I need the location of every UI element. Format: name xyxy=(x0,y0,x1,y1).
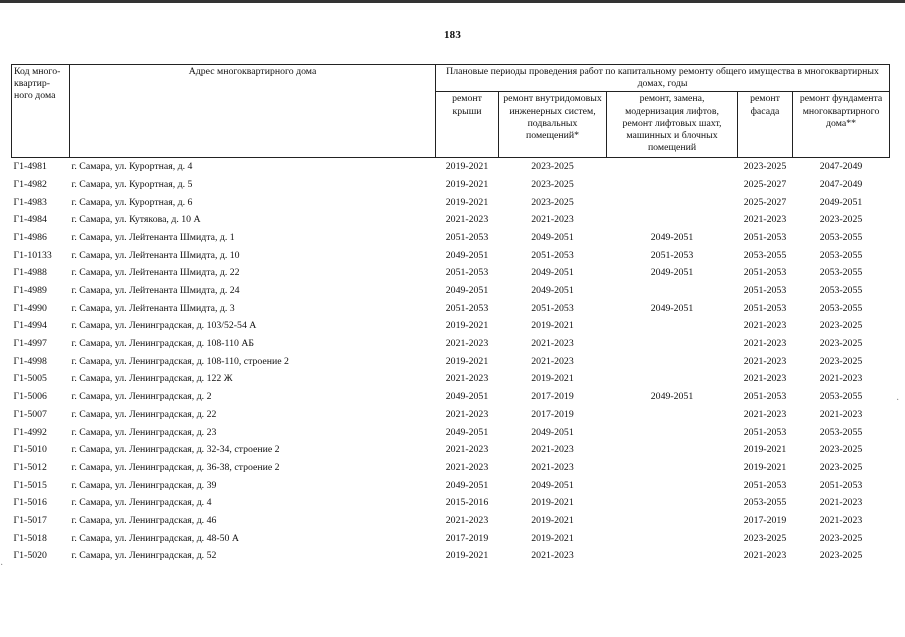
cell-code: Г1-5020 xyxy=(13,550,47,562)
cell-facade: 2021-2023 xyxy=(743,550,787,562)
cell-roof: 2021-2023 xyxy=(445,338,489,350)
cell-address: г. Самара, ул. Ленинградская, д. 22 xyxy=(71,408,217,420)
table-row xyxy=(12,335,890,353)
cell-address: г. Самара, ул. Лейтенанта Шмидта, д. 24 xyxy=(71,285,240,296)
cell-address: г. Самара, ул. Ленинградская, д. 23 xyxy=(71,426,217,438)
table-row xyxy=(12,247,890,265)
cell-elevators xyxy=(607,406,738,424)
cell-engineering: 2019-2021 xyxy=(531,532,574,544)
cell-roof: 2051-2053 xyxy=(445,231,489,243)
cell-elevators xyxy=(607,477,738,495)
header-facade: ремонт фасада xyxy=(738,92,793,158)
cell-foundation: 2023-2025 xyxy=(819,338,863,350)
cell-address: г. Самара, ул. Ленинградская, д. 36-38, строение 2 xyxy=(71,461,280,473)
cell-facade: 2021-2023 xyxy=(743,355,787,367)
scan-artifact-right: · xyxy=(896,395,900,406)
cell-roof: 2049-2051 xyxy=(445,479,489,491)
cell-address: г. Самара, ул. Ленинградская, д. 39 xyxy=(71,479,217,491)
cell-address: г. Самара, ул. Кутякова, д. 10 А xyxy=(71,214,201,226)
cell-foundation: 2021-2023 xyxy=(819,408,863,420)
cell-address: г. Самара, ул. Ленинградская, д. 52 xyxy=(71,550,217,562)
cell-roof: 2015-2016 xyxy=(445,497,489,509)
cell-facade: 2053-2055 xyxy=(743,497,787,509)
cell-address: г. Самара, ул. Ленинградская, д. 48-50 А xyxy=(71,532,239,544)
cell-facade: 2023-2025 xyxy=(743,532,787,544)
table-row xyxy=(12,477,890,495)
cell-engineering: 2017-2019 xyxy=(531,408,574,420)
cell-code: Г1-5017 xyxy=(13,514,47,526)
cell-foundation: 2053-2055 xyxy=(819,302,863,314)
cell-roof: 2051-2053 xyxy=(445,267,489,279)
cell-foundation: 2049-2051 xyxy=(819,196,863,208)
cell-roof: 2051-2053 xyxy=(445,302,489,314)
cell-engineering: 2017-2019 xyxy=(531,391,574,403)
table-row xyxy=(12,353,890,371)
cell-roof: 2021-2023 xyxy=(445,444,489,456)
cell-address: г. Самара, ул. Ленинградская, д. 4 xyxy=(71,497,212,509)
top-border-rule xyxy=(0,0,905,3)
table-row xyxy=(12,300,890,318)
cell-roof: 2019-2021 xyxy=(445,196,489,208)
cell-elevators: 2051-2053 xyxy=(650,249,694,261)
cell-address: г. Самара, ул. Ленинградская, д. 46 xyxy=(71,514,217,526)
capital-repair-schedule-table xyxy=(11,64,890,565)
cell-elevators xyxy=(607,335,738,353)
cell-facade: 2051-2053 xyxy=(743,285,787,296)
table-body xyxy=(12,158,890,565)
cell-code: Г1-4998 xyxy=(13,355,47,367)
cell-engineering: 2019-2021 xyxy=(531,373,574,385)
cell-address: г. Самара, ул. Ленинградская, д. 2 xyxy=(71,391,212,403)
cell-code: Г1-4990 xyxy=(13,302,47,314)
cell-engineering: 2049-2051 xyxy=(531,479,574,491)
table-row xyxy=(12,459,890,477)
cell-code: Г1-4989 xyxy=(13,285,47,296)
cell-foundation: 2023-2025 xyxy=(819,214,863,226)
cell-foundation: 2053-2055 xyxy=(819,249,863,261)
cell-roof: 2017-2019 xyxy=(445,532,489,544)
cell-facade: 2021-2023 xyxy=(743,320,787,332)
cell-facade: 2053-2055 xyxy=(743,249,787,261)
cell-facade: 2019-2021 xyxy=(743,461,787,473)
cell-foundation: 2053-2055 xyxy=(819,391,863,403)
cell-elevators xyxy=(607,512,738,530)
cell-facade: 2021-2023 xyxy=(743,338,787,350)
cell-foundation: 2023-2025 xyxy=(819,444,863,456)
cell-facade: 2051-2053 xyxy=(743,302,787,314)
cell-elevators xyxy=(607,371,738,389)
cell-code: Г1-4997 xyxy=(13,338,47,350)
table-row xyxy=(12,158,890,176)
cell-engineering: 2021-2023 xyxy=(531,550,574,562)
cell-roof: 2021-2023 xyxy=(445,461,489,473)
cell-engineering: 2049-2051 xyxy=(531,285,574,296)
cell-elevators xyxy=(607,353,738,371)
cell-elevators xyxy=(607,424,738,442)
cell-roof: 2049-2051 xyxy=(445,391,489,403)
cell-code: Г1-5005 xyxy=(13,373,47,385)
cell-engineering: 2049-2051 xyxy=(531,231,574,243)
cell-roof: 2019-2021 xyxy=(445,355,489,367)
cell-engineering: 2019-2021 xyxy=(531,514,574,526)
cell-code: Г1-5010 xyxy=(13,444,47,456)
table-row xyxy=(12,229,890,247)
cell-address: г. Самара, ул. Ленинградская, д. 32-34, строение 2 xyxy=(71,444,280,456)
cell-address: г. Самара, ул. Ленинградская, д. 108-110 АБ xyxy=(71,338,255,350)
table-row xyxy=(12,318,890,336)
cell-facade: 2051-2053 xyxy=(743,479,787,491)
cell-foundation: 2021-2023 xyxy=(819,497,863,509)
cell-foundation: 2047-2049 xyxy=(819,161,863,173)
cell-address: г. Самара, ул. Курортная, д. 6 xyxy=(71,196,193,208)
table-row xyxy=(12,388,890,406)
cell-code: Г1-4984 xyxy=(13,214,47,226)
cell-foundation: 2023-2025 xyxy=(819,355,863,367)
cell-elevators xyxy=(607,212,738,230)
cell-code: Г1-10133 xyxy=(13,249,52,261)
cell-elevators: 2049-2051 xyxy=(650,231,694,243)
table-row xyxy=(12,371,890,389)
cell-foundation: 2023-2025 xyxy=(819,532,863,544)
header-roof: ремонт крыши xyxy=(436,92,499,158)
table-row xyxy=(12,441,890,459)
cell-code: Г1-4994 xyxy=(13,320,47,332)
cell-foundation: 2023-2025 xyxy=(819,550,863,562)
table-row xyxy=(12,194,890,212)
cell-code: Г1-4988 xyxy=(13,267,47,279)
cell-elevators xyxy=(607,318,738,336)
table-row xyxy=(12,282,890,300)
cell-elevators xyxy=(607,194,738,212)
cell-facade: 2021-2023 xyxy=(743,408,787,420)
cell-elevators xyxy=(607,176,738,194)
table-row xyxy=(12,212,890,230)
header-elevators: ремонт, замена, модернизация лифтов, ремонт лифтовых шахт, машинных и блочных помещений xyxy=(607,92,738,158)
cell-elevators xyxy=(607,459,738,477)
cell-engineering: 2021-2023 xyxy=(531,461,574,473)
cell-facade: 2025-2027 xyxy=(743,178,787,190)
cell-engineering: 2023-2025 xyxy=(531,178,574,190)
table-row xyxy=(12,548,890,566)
cell-roof: 2021-2023 xyxy=(445,214,489,226)
table-row xyxy=(12,265,890,283)
header-engineering: ремонт внутридомовых инженерных систем, подвальных помещений* xyxy=(499,92,607,158)
cell-elevators xyxy=(607,530,738,548)
page-number: 183 xyxy=(443,29,462,41)
cell-engineering: 2021-2023 xyxy=(531,444,574,456)
cell-facade: 2017-2019 xyxy=(743,514,787,526)
cell-code: Г1-4981 xyxy=(13,161,47,173)
cell-address: г. Самара, ул. Ленинградская, д. 122 Ж xyxy=(71,373,233,385)
cell-foundation: 2021-2023 xyxy=(819,514,863,526)
table-row xyxy=(12,406,890,424)
cell-foundation: 2053-2055 xyxy=(819,285,863,296)
cell-engineering: 2021-2023 xyxy=(531,355,574,367)
cell-code: Г1-5007 xyxy=(13,408,47,420)
cell-foundation: 2047-2049 xyxy=(819,178,863,190)
cell-address: г. Самара, ул. Лейтенанта Шмидта, д. 10 xyxy=(71,249,240,261)
cell-facade: 2051-2053 xyxy=(743,426,787,438)
cell-roof: 2021-2023 xyxy=(445,408,489,420)
cell-foundation: 2051-2053 xyxy=(819,479,863,491)
cell-roof: 2019-2021 xyxy=(445,178,489,190)
cell-elevators xyxy=(607,548,738,566)
cell-foundation: 2023-2025 xyxy=(819,320,863,332)
cell-code: Г1-5018 xyxy=(13,532,47,544)
cell-elevators: 2049-2051 xyxy=(650,302,694,314)
cell-facade: 2051-2053 xyxy=(743,267,787,279)
cell-roof: 2019-2021 xyxy=(445,550,489,562)
cell-roof: 2021-2023 xyxy=(445,373,489,385)
cell-engineering: 2021-2023 xyxy=(531,214,574,226)
cell-facade: 2051-2053 xyxy=(743,391,787,403)
cell-facade: 2051-2053 xyxy=(743,231,787,243)
cell-address: г. Самара, ул. Лейтенанта Шмидта, д. 1 xyxy=(71,231,235,243)
cell-foundation: 2053-2055 xyxy=(819,231,863,243)
cell-roof: 2021-2023 xyxy=(445,514,489,526)
cell-address: г. Самара, ул. Курортная, д. 4 xyxy=(71,161,193,173)
cell-elevators: 2049-2051 xyxy=(650,267,694,279)
cell-code: Г1-5012 xyxy=(13,461,47,473)
cell-code: Г1-4983 xyxy=(13,196,47,208)
scan-artifact-left: · xyxy=(0,560,4,571)
cell-code: Г1-4982 xyxy=(13,178,47,190)
cell-facade: 2025-2027 xyxy=(743,196,787,208)
table-row xyxy=(12,424,890,442)
cell-engineering: 2023-2025 xyxy=(531,161,574,173)
cell-foundation: 2053-2055 xyxy=(819,426,863,438)
cell-code: Г1-4986 xyxy=(13,231,47,243)
cell-elevators xyxy=(607,158,738,176)
table-row xyxy=(12,530,890,548)
table-row xyxy=(12,512,890,530)
table-row xyxy=(12,176,890,194)
cell-elevators: 2049-2051 xyxy=(650,391,694,403)
cell-engineering: 2023-2025 xyxy=(531,196,574,208)
cell-engineering: 2049-2051 xyxy=(531,426,574,438)
cell-roof: 2049-2051 xyxy=(445,249,489,261)
cell-facade: 2021-2023 xyxy=(743,373,787,385)
cell-roof: 2049-2051 xyxy=(445,426,489,438)
cell-foundation: 2023-2025 xyxy=(819,461,863,473)
cell-elevators xyxy=(607,495,738,513)
cell-engineering: 2049-2051 xyxy=(531,267,574,279)
header-foundation: ремонт фундамента многоквартирного дома** xyxy=(793,92,890,158)
cell-engineering: 2021-2023 xyxy=(531,338,574,350)
table-header xyxy=(12,65,890,158)
cell-facade: 2021-2023 xyxy=(743,214,787,226)
cell-address: г. Самара, ул. Лейтенанта Шмидта, д. 22 xyxy=(71,267,240,279)
cell-engineering: 2051-2053 xyxy=(531,249,574,261)
cell-code: Г1-5015 xyxy=(13,479,47,491)
cell-address: г. Самара, ул. Лейтенанта Шмидта, д. 3 xyxy=(71,302,235,314)
table-row xyxy=(12,495,890,513)
cell-foundation: 2021-2023 xyxy=(819,373,863,385)
header-code: Код много-квартир-ного дома xyxy=(12,65,70,158)
cell-roof: 2049-2051 xyxy=(445,285,489,296)
cell-address: г. Самара, ул. Ленинградская, д. 108-110, строение 2 xyxy=(71,355,289,367)
cell-engineering: 2051-2053 xyxy=(531,302,574,314)
cell-address: г. Самара, ул. Курортная, д. 5 xyxy=(71,178,193,190)
header-address: Адрес многоквартирного дома xyxy=(70,65,436,158)
cell-roof: 2019-2021 xyxy=(445,161,489,173)
cell-code: Г1-4992 xyxy=(13,426,47,438)
cell-code: Г1-5016 xyxy=(13,497,47,509)
cell-elevators xyxy=(607,282,738,300)
header-periods: Плановые периоды проведения работ по капитальному ремонту общего имущества в многоквартирных домах, годы xyxy=(436,65,890,92)
cell-foundation: 2053-2055 xyxy=(819,267,863,279)
cell-engineering: 2019-2021 xyxy=(531,320,574,332)
cell-elevators xyxy=(607,441,738,459)
cell-address: г. Самара, ул. Ленинградская, д. 103/52-54 А xyxy=(71,320,257,332)
cell-code: Г1-5006 xyxy=(13,391,47,403)
cell-engineering: 2019-2021 xyxy=(531,497,574,509)
cell-roof: 2019-2021 xyxy=(445,320,489,332)
cell-facade: 2023-2025 xyxy=(743,161,787,173)
cell-facade: 2019-2021 xyxy=(743,444,787,456)
